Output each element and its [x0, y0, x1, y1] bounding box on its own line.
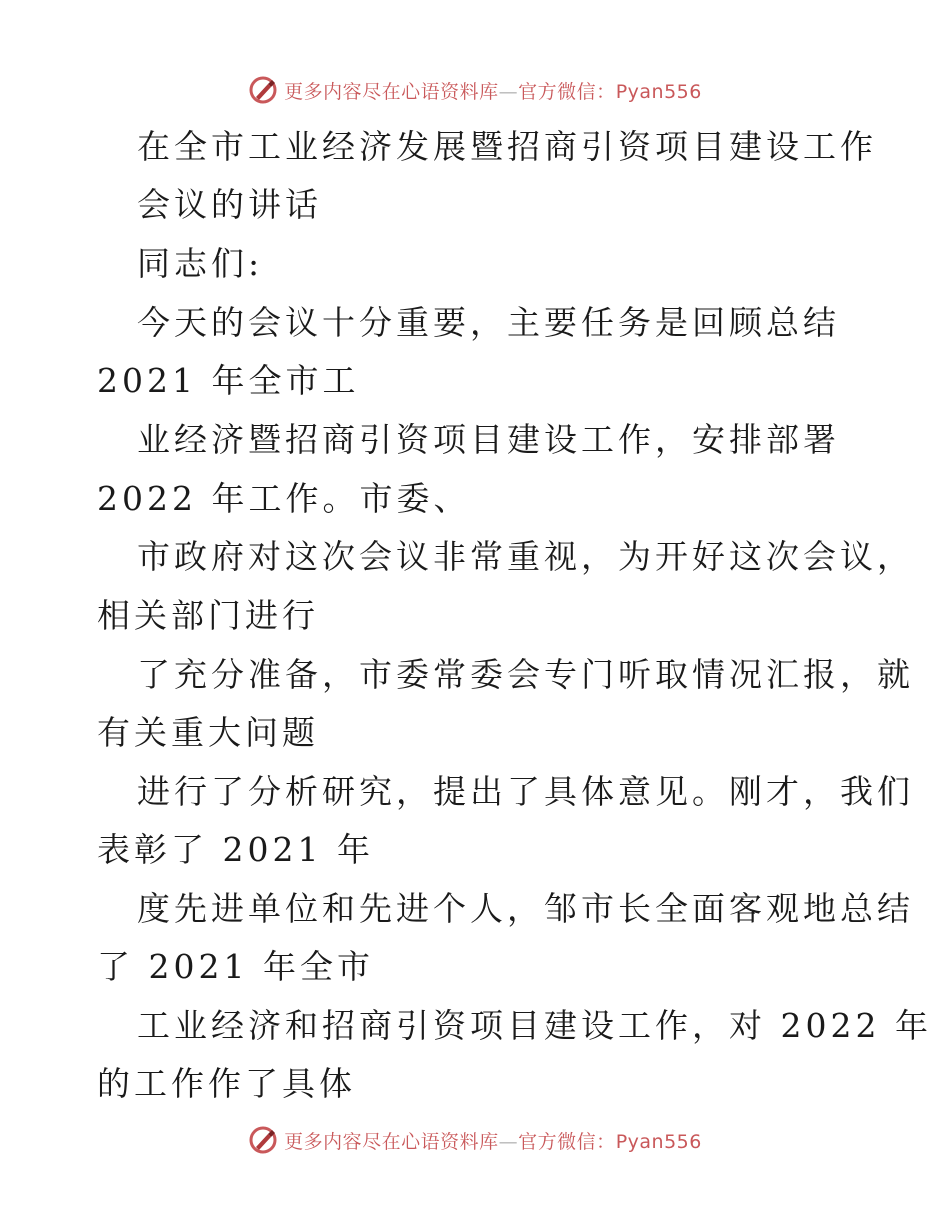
paragraph-line: 相关部门进行	[97, 596, 319, 635]
paragraph-line: 业经济暨招商引资项目建设工作，安排部署	[137, 420, 840, 459]
watermark-separator: —	[498, 1130, 519, 1153]
watermark-label: 官方微信：	[518, 80, 616, 103]
watermark-id: Pyan556	[615, 80, 702, 103]
paragraph-line: 2022 年工作。市委、	[97, 479, 471, 518]
paragraph-line: 2021 年全市工	[97, 361, 360, 400]
paragraph-line: 进行了分析研究，提出了具体意见。刚才，我们	[137, 772, 914, 811]
watermark-text: 更多内容尽在心语资料库	[284, 80, 499, 103]
paragraph-line: 工业经济和招商引资项目建设工作，对 2022 年	[137, 1006, 932, 1045]
document-title-line-1: 在全市工业经济发展暨招商引资项目建设工作	[137, 127, 877, 166]
watermark-label: 官方微信：	[518, 1130, 616, 1153]
paragraph-line: 有关重大问题	[97, 713, 319, 752]
watermark-header	[0, 70, 950, 110]
pen-logo-icon	[248, 1125, 278, 1155]
pen-logo-icon	[248, 75, 278, 105]
salutation: 同志们:	[137, 244, 264, 283]
paragraph-line: 今天的会议十分重要，主要任务是回顾总结	[137, 303, 840, 342]
paragraph-line: 度先进单位和先进个人，邹市长全面客观地总结	[137, 889, 914, 928]
paragraph-line: 了 2021 年全市	[97, 947, 374, 986]
watermark-id: Pyan556	[615, 1130, 702, 1153]
document-title-line-2: 会议的讲话	[137, 185, 322, 224]
watermark-separator: —	[498, 80, 519, 103]
watermark-text: 更多内容尽在心语资料库	[284, 1130, 499, 1153]
paragraph-line: 了充分准备，市委常委会专门听取情况汇报，就	[137, 655, 914, 694]
paragraph-line: 的工作作了具体	[97, 1064, 356, 1103]
paragraph-line: 表彰了 2021 年	[97, 830, 374, 869]
watermark-footer	[0, 1120, 950, 1160]
paragraph-line: 市政府对这次会议非常重视，为开好这次会议，	[137, 537, 914, 576]
